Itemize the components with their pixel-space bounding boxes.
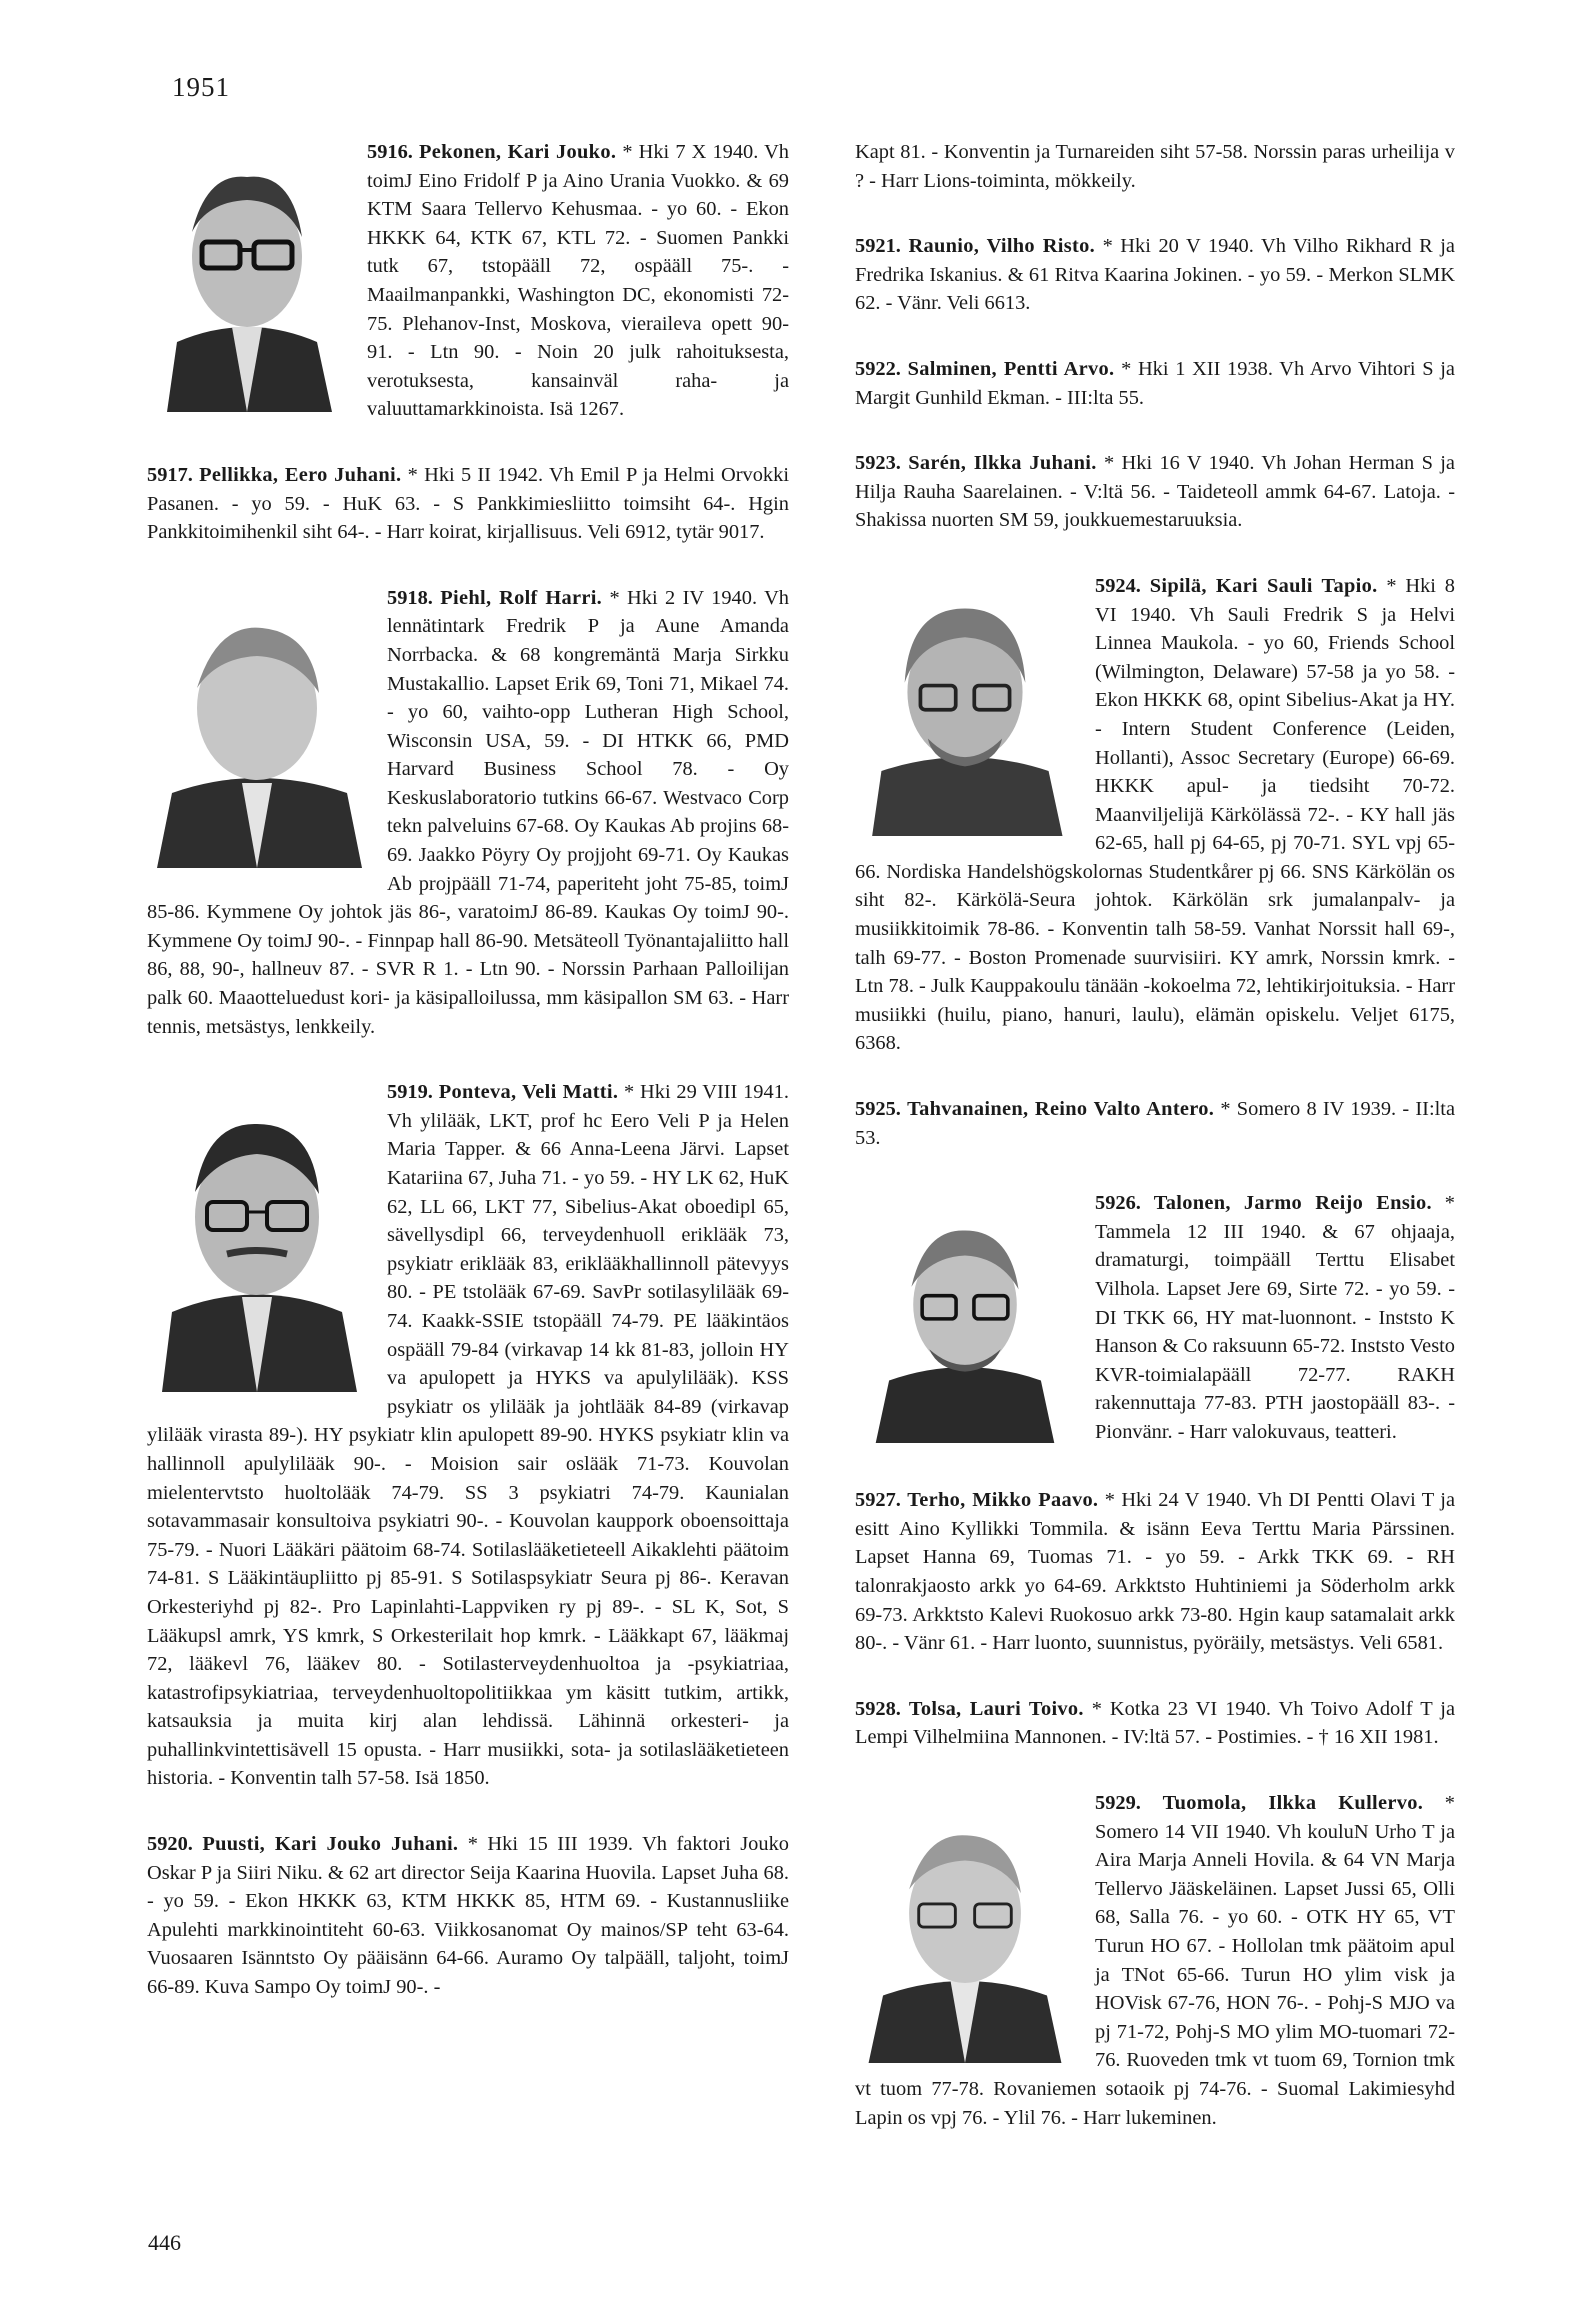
portrait-photo-talonen: [855, 1193, 1075, 1443]
entry-text: * Somero 8 IV 1939. - II:lta 53.: [855, 1098, 1456, 1149]
entry-5926: [855, 1189, 1455, 1449]
entry-text: * Hki 8 VI 1940. Vh Sauli Fredrik S ja Helvi Linnea Maukola. - yo 60, Friends School (Wilmington, Delaware) 57-58 ja yo 58. - Ekon HKKK 68, opint Sibelius-Akat ja HY. - Intern Student Conference (Leiden, Hollanti), Assoc Secretary (Europe) 66-69. HKKK apul- ja tiedsiht 70-72. Maanviljelijä Kärkölässä 72-. - KY hall jäs 62-65, hall pj 64-65, pj 70-71. SYL vpj 65-66. Nordiska Handelshögskolornas Studentkårer pj 66. SNS Kärkölän os siht 82-. Kärkölä-Seura johtok. Kärkölän srk jumalanpalv- ja musiikkitoimik 78-86. - Konventin talh 58-59. Vanhat Norssit hall 69-, talh 69-77. - Boston Promenade suurvisiiri. KY amrk, Norssin kmrk. - Ltn 78. - Julk Kauppakoulu tänään -kokoelma 72, lehtikirjoituksia. - Harr musiikki (huilu, piano, hanuri, laulu), elämän opiskelu. Veljet 6175, 6368.: [855, 574, 1455, 1055]
portrait-photo-pekonen: [147, 142, 347, 412]
entry-number: 5920.: [147, 1833, 193, 1856]
entry-text: * Somero 14 VII 1940. Vh kouluN Urho T ja Aira Marja Anneli Hovila. & 64 VN Marja Tellervo Jääskeläinen. Lapset Jussi 65, Olli 68, Salla 76. - yo 60. - OTK HY 65, VT Turun HO 67. - Hollolan tmk päätoim apul ja TNot 65-66. Turun HO ylim visk ja HOVisk 67-76, HON 76-. - Pohj-S MJO va pj 71-72, Pohj-S MO ylim MO-tuomari 72-76. Ruoveden tmk vt tuom 69, Tornion tmk vt tuom 77-78. Rovaniemen sotaoik pj 74-76. - Suomal Lakimiesyhd Lapin os vpj 76. - Ylil 76. - Harr lukeminen.: [855, 1791, 1455, 2129]
portrait-photo-tuomola: [855, 1793, 1075, 2063]
entry-text: * Hki 1 XII 1938. Vh Arvo Vihtori S ja Margit Gunhild Ekman. - III:lta 55.: [855, 357, 1455, 409]
entry-name: Pellikka, Eero Juhani.: [199, 463, 402, 486]
entry-5919: [147, 1078, 789, 1793]
portrait-photo-ponteva: [147, 1082, 367, 1392]
right-column: [855, 138, 1455, 2169]
entry-text: * Hki 29 VIII 1941. Vh ylilääk, LKT, prof hc Eero Veli P ja Helen Maria Tapper. & 66 Anna-Leena Järvi. Lapset Katariina 67, Juha 71. - yo 59. - HY LK 62, HuK 62, LL 66, LKT 77, Sibelius-Akat oboedipl 65, sävellysdipl 66, terveydenhuoll eriklääk 73, psykiatr eriklääk 83, eriklääkhallinnoll pätevyys 80. - PE tstolääk 67-69. SavPr sotilasylilääk 69-74. Kaakk-SSIE tstopääll 74-79. PE lääkintäos ospääll 79-84 (virkavap 14 kk 81-83, jolloin HY va apulopett ja HYKS va apulylilääk). KSS psykiatr os ylilääk ja johtlääk 84-89 (virkavap ylilääk virasta 89-). HY psykiatr klin apulopett 89-90. HYKS psykiatr klin va hallinnoll apulylilääk 90-. - Moision sair oslääk 71-73. Kouvolan mielentervtsto huoltolääk 74-79. SS 3 psykiatri 74-79. Kaunialan sotavammasair konsultoiva psykiatri 90-. - Kouvolan kauppork oboensoittaja 75-79. - Nuori Lääkäri päätoim 68-74. Sotilaslääketieteell Aikaklehti päätoim 74-81. S Lääkintäupliitto pj 85-91. S Sotilaspsykiatr Seura pj 86-. Keravan Orkesteriyhd pj 82-. Pro Lapinlahti-Lappviken ry pj 89-. - SL K, Sot, S Lääkupsl amrk, YS kmrk, S Orkesterilait hop kmrk. - Lääkkapt 67, lääkmaj 72, lääkevl 76, lääkev 80. - Sotilasterveydenhuoltoa ja -psykiatriaa, katastrofipsykiatriaa, terveydenhuoltopolitiikkaa ym käsitt tutkim, artikk, katsauksia ja muita kirj alan lehdissä. Lähinnä orkesteri- ja puhallinkvintettisävell 15 opusta. - Harr musiikki, sota- ja sotilaslääketieteen historia. - Konventin talh 57-58. Isä 1850.: [147, 1081, 789, 1790]
entry-text: * Hki 16 V 1940. Vh Johan Herman S ja Hilja Rauha Saarelainen. - V:ltä 56. - Taideteoll ammk 64-67. Latoja. - Shakissa nuorten SM 59, joukkuemestaruuksia.: [855, 452, 1455, 532]
entry-5927: [855, 1486, 1455, 1658]
entry-number: 5925.: [855, 1098, 901, 1121]
page-number: 446: [148, 2230, 181, 2255]
portrait-photo-sipila: [855, 576, 1075, 836]
continued-entry-text: Kapt 81. - Konventin ja Turnareiden siht 57-58. Norssin paras urheilija v ? - Harr Lions-toiminta, mökkeily.: [855, 141, 1455, 192]
entry-5920: [147, 1830, 789, 2002]
entry-name: Tuomola, Ilkka Kullervo.: [1162, 1791, 1424, 1814]
entry-name: Salminen, Pentti Arvo.: [907, 357, 1115, 380]
entry-number: 5918.: [387, 586, 433, 609]
entry-name: Tolsa, Lauri Toivo.: [908, 1697, 1084, 1720]
entry-number: 5922.: [855, 357, 901, 380]
entry-number: 5919.: [387, 1081, 433, 1104]
entry-name: Puusti, Kari Jouko Juhani.: [202, 1833, 459, 1856]
entry-5924: [855, 572, 1455, 1058]
entry-5928: [855, 1695, 1455, 1752]
entry-name: Ponteva, Veli Matti.: [438, 1081, 619, 1104]
entry-name: Sarén, Ilkka Juhani.: [908, 452, 1097, 475]
entry-number: 5927.: [855, 1489, 901, 1512]
entry-5925: [855, 1095, 1455, 1152]
entry-name: Raunio, Vilho Risto.: [908, 235, 1095, 258]
entry-5916: [147, 138, 789, 424]
entry-name: Talonen, Jarmo Reijo Ensio.: [1153, 1192, 1432, 1215]
entry-5923: [855, 449, 1455, 535]
entry-text: * Hki 7 X 1940. Vh toimJ Eino Fridolf P ja Aino Urania Vuokko. & 69 KTM Saara Tellervo Kehusmaa. - yo 60. - Ekon HKKK 64, KTK 67, KTL 72. - Suomen Pankki tutk 67, tstopääll 72, ospääll 75-. - Maailmanpankki, Washington DC, ekonomisti 72-75. Plehanov-Inst, Moskova, vieraileva opett 90-91. - Ltn 90. - Noin 20 julk rahoituksesta, verotuksesta, kansainväl raha- ja valuuttamarkkinoista. Isä 1267.: [367, 141, 789, 421]
entry-text: * Kotka 23 VI 1940. Vh Toivo Adolf T ja Lempi Vilhelmiina Mannonen. - IV:ltä 57. - Postimies. - † 16 XII 1981.: [855, 1697, 1456, 1749]
entry-number: 5923.: [855, 452, 901, 475]
entry-text: * Hki 24 V 1940. Vh DI Pentti Olavi T ja esitt Aino Kyllikki Tommila. & isänn Eeva Terttu Maria Pärssinen. Lapset Hanna 69, Tuomas 71. - yo 59. - Arkk TKK 69. - RH talonrakjaosto arkk yo 64-69. Arkktsto Huhtiniemi ja Söderholm arkk 69-73. Arkktsto Kalevi Ruokosuo arkk 73-80. Hgin kaup satamalait arkk 80-. - Vänr 61. - Harr luonto, suunnistus, pyöräily, metsästys. Veli 6581.: [855, 1489, 1455, 1655]
entry-name: Pekonen, Kari Jouko.: [419, 141, 617, 163]
entry-text: * Hki 2 IV 1940. Vh lennätintark Fredrik P ja Aune Amanda Norrbacka. & 68 kongremäntä Marja Sirkku Mustakallio. Lapset Erik 69, Toni 71, Mikael 74. - yo 60, vaihto-opp Lutheran High School, Wisconsin USA, 59. - DI HTKK 66, PMD Harvard Business School 78. - Oy Keskuslaboratorio tutkins 66-67. Westvaco Corp tekn palveluins 67-68. Oy Kaukas Ab projins 68-69. Jaakko Pöyry Oy projjoht 69-71. Oy Kaukas Ab projpääll 71-74, paperiteht joht 75-85, toimJ 85-86. Kymmene Oy johtok jäs 86-, varatoimJ 86-89. Kaukas Oy toimJ 90-. Kymmene Oy toimJ 90-. - Finnpap hall 86-90. Metsäteoll Työnantajaliitto hall 86, 88, 90-, hallneuv 87. - SVR R 1. - Ltn 90. - Norssin Parhaan Palloilijan palk 60. Maaotteluedust kori- ja käsipalloilussa, mm käsipallon SM 63. - Harr tennis, metsästys, lenkkeily.: [147, 586, 789, 1038]
entry-number: 5917.: [147, 463, 193, 486]
entry-number: 5928.: [855, 1697, 901, 1720]
entry-name: Terho, Mikko Paavo.: [907, 1489, 1099, 1512]
entry-5918: [147, 584, 789, 1042]
entry-text: * Hki 20 V 1940. Vh Vilho Rikhard R ja Fredrika Iskanius. & 61 Ritva Kaarina Jokinen. - yo 59. - Merkon SLMK 62. - Vänr. Veli 6613.: [855, 235, 1455, 315]
entry-text: * Hki 5 II 1942. Vh Emil P ja Helmi Orvokki Pasanen. - yo 59. - HuK 63. - S Pankkimiesliitto toimsiht 64-. Hgin Pankkitoimihenkil siht 64-. - Harr koirat, kirjallisuus. Veli 6912, tytär 9017.: [147, 463, 789, 544]
left-column: [147, 138, 789, 2039]
entry-5921: [855, 232, 1455, 318]
entry-text: * Tammela 12 III 1940. & 67 ohjaaja, dramaturgi, toimpääll Terttu Elisabet Vilhola. Lapset Jere 69, Sirte 72. - yo 59. - DI TKK 66, HY mat-luonnont. - Inststo K Hanson & Co raksuunn 65-72. Inststo Vesto KVR-toimialapääll 72-77. RAKH rakennuttaja 77-83. PTH jaostopääll 83-. - Pionvänr. - Harr valokuvaus, teatteri.: [1095, 1192, 1455, 1443]
entry-name: Sipilä, Kari Sauli Tapio.: [1149, 574, 1378, 597]
entry-name: Piehl, Rolf Harri.: [440, 586, 603, 609]
entry-text: * Hki 15 III 1939. Vh faktori Jouko Oskar P ja Siiri Niku. & 62 art director Seija Kaarina Huovila. Lapset Juha 68. - yo 59. - Ekon HKKK 63, KTM HKKK 85, HTM 69. - Kustannusliike Apulehti markkinointiteht 60-63. Viikkosanomat Oy mainos/SP teht 63-64. Vuosaaren Isänntsto Oy pääisänn 64-66. Auramo Oy talpääll, taljoht, toimJ 66-89. Kuva Sampo Oy toimJ 90-. -: [147, 1833, 789, 1999]
entry-number: 5924.: [1095, 574, 1141, 597]
entry-5922: [855, 355, 1455, 412]
entry-number: 5926.: [1095, 1192, 1141, 1215]
entry-number: 5921.: [855, 235, 901, 258]
entry-5929: [855, 1789, 1455, 2132]
entry-name: Tahvanainen, Reino Valto Antero.: [907, 1098, 1215, 1121]
entry-5917: [147, 461, 789, 547]
portrait-photo-piehl: [147, 588, 367, 868]
entry-number: 5916.: [367, 141, 413, 163]
page-year-header: 1951: [172, 72, 230, 102]
entry-number: 5929.: [1095, 1791, 1141, 1814]
